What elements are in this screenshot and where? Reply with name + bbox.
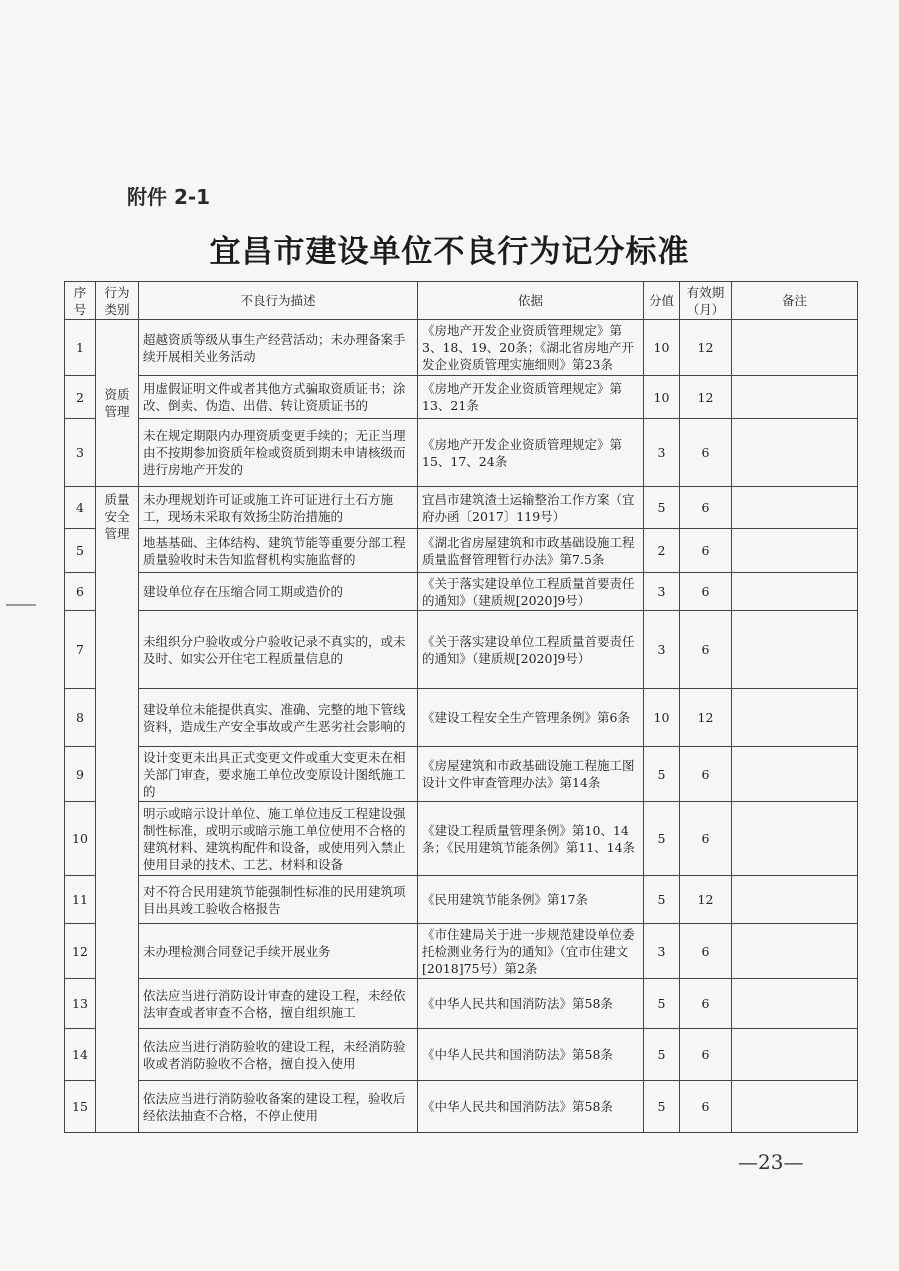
row-validity: 12 (680, 376, 732, 419)
row-basis: 《关于落实建设单位工程质量首要责任的通知》（建质规[2020]9号） (418, 611, 644, 689)
row-basis: 《湖北省房屋建筑和市政基础设施工程质量监督管理暂行办法》第7.5条 (418, 529, 644, 573)
row-remarks (732, 1081, 858, 1133)
row-description: 未办理规划许可证或施工许可证进行土石方施工，现场未采取有效扬尘防治措施的 (139, 487, 418, 529)
row-seq: 14 (65, 1029, 96, 1081)
row-seq: 7 (65, 611, 96, 689)
row-basis: 《中华人民共和国消防法》第58条 (418, 1029, 644, 1081)
row-description: 依法应当进行消防设计审查的建设工程，未经依法审查或者审查不合格，擅自组织施工 (139, 979, 418, 1029)
table-header-row (65, 282, 858, 320)
row-validity: 6 (680, 487, 732, 529)
table-row (65, 320, 858, 376)
table-row (65, 979, 858, 1029)
row-score: 5 (644, 487, 680, 529)
row-seq: 3 (65, 419, 96, 487)
row-score: 3 (644, 611, 680, 689)
row-score: 3 (644, 573, 680, 611)
row-validity: 6 (680, 529, 732, 573)
row-basis: 《建设工程质量管理条例》第10、14条；《民用建筑节能条例》第11、14条 (418, 802, 644, 876)
table-row (65, 573, 858, 611)
row-remarks (732, 689, 858, 747)
header-score: 分值 (644, 282, 680, 320)
row-seq: 13 (65, 979, 96, 1029)
row-description: 依法应当进行消防验收的建设工程，未经消防验收或者消防验收不合格，擅自投入使用 (139, 1029, 418, 1081)
row-validity: 12 (680, 876, 732, 924)
table-row (65, 487, 858, 529)
row-seq: 1 (65, 320, 96, 376)
row-remarks (732, 876, 858, 924)
table-row (65, 924, 858, 979)
row-validity: 6 (680, 1081, 732, 1133)
row-score: 5 (644, 1081, 680, 1133)
row-seq: 4 (65, 487, 96, 529)
row-seq: 2 (65, 376, 96, 419)
row-description: 建设单位存在压缩合同工期或造价的 (139, 573, 418, 611)
table-row (65, 419, 858, 487)
row-basis: 《房屋建筑和市政基础设施工程施工图设计文件审查管理办法》第14条 (418, 747, 644, 802)
row-validity: 12 (680, 689, 732, 747)
row-score: 3 (644, 924, 680, 979)
row-description: 用虚假证明文件或者其他方式骗取资质证书；涂改、倒卖、伪造、出借、转让资质证书的 (139, 376, 418, 419)
scan-mark (6, 604, 36, 606)
row-score: 5 (644, 1029, 680, 1081)
row-basis: 《关于落实建设单位工程质量首要责任的通知》（建质规[2020]9号） (418, 573, 644, 611)
row-score: 5 (644, 979, 680, 1029)
row-basis: 《房地产开发企业资质管理规定》第3、18、19、20条；《湖北省房地产开发企业资质管理实施细则》第23条 (418, 320, 644, 376)
row-validity: 6 (680, 924, 732, 979)
page-number: —23— (738, 1150, 804, 1174)
row-remarks (732, 573, 858, 611)
page-title: 宜昌市建设单位不良行为记分标准 (209, 234, 690, 270)
table-row (65, 747, 858, 802)
table-row (65, 1029, 858, 1081)
row-description: 明示或暗示设计单位、施工单位违反工程建设强制性标准，或明示或暗示施工单位使用不合格的建筑材料、建筑构配件和设备，或使用列入禁止使用目录的技术、工艺、材料和设备 (139, 802, 418, 876)
table-row (65, 689, 858, 747)
scoring-table (64, 281, 858, 1133)
header-validity: 有效期（月） (680, 282, 732, 320)
table-row (65, 376, 858, 419)
row-remarks (732, 802, 858, 876)
row-description: 未在规定期限内办理资质变更手续的；无正当理由不按期参加资质年检或资质到期未申请核级而进行房地产开发的 (139, 419, 418, 487)
row-basis: 《中华人民共和国消防法》第58条 (418, 1081, 644, 1133)
row-remarks (732, 529, 858, 573)
row-seq: 9 (65, 747, 96, 802)
row-description: 设计变更未出具正式变更文件或重大变更未在相关部门审查，要求施工单位改变原设计图纸施工的 (139, 747, 418, 802)
table-row (65, 529, 858, 573)
row-score: 5 (644, 802, 680, 876)
row-remarks (732, 924, 858, 979)
row-score: 10 (644, 320, 680, 376)
row-validity: 6 (680, 573, 732, 611)
row-validity: 6 (680, 419, 732, 487)
row-validity: 6 (680, 747, 732, 802)
row-score: 5 (644, 747, 680, 802)
row-description: 未办理检测合同登记手续开展业务 (139, 924, 418, 979)
row-basis: 《房地产开发企业资质管理规定》第13、21条 (418, 376, 644, 419)
row-seq: 6 (65, 573, 96, 611)
attachment-label: 附件 2-1 (127, 185, 211, 209)
row-remarks (732, 747, 858, 802)
row-seq: 15 (65, 1081, 96, 1133)
row-basis: 《民用建筑节能条例》第17条 (418, 876, 644, 924)
row-remarks (732, 611, 858, 689)
row-remarks (732, 419, 858, 487)
row-remarks (732, 487, 858, 529)
row-basis: 《房地产开发企业资质管理规定》第15、17、24条 (418, 419, 644, 487)
row-basis: 《中华人民共和国消防法》第58条 (418, 979, 644, 1029)
table-row (65, 802, 858, 876)
row-validity: 6 (680, 1029, 732, 1081)
row-description: 对不符合民用建筑节能强制性标准的民用建筑项目出具竣工验收合格报告 (139, 876, 418, 924)
row-remarks (732, 320, 858, 376)
row-basis: 《建设工程安全生产管理条例》第6条 (418, 689, 644, 747)
row-seq: 11 (65, 876, 96, 924)
table-row (65, 876, 858, 924)
row-seq: 12 (65, 924, 96, 979)
row-description: 依法应当进行消防验收备案的建设工程，验收后经依法抽查不合格，不停止使用 (139, 1081, 418, 1133)
category-quality-safety: 质量安全管理 (96, 487, 139, 1133)
header-category: 行为类别 (96, 282, 139, 320)
row-remarks (732, 1029, 858, 1081)
row-basis: 宜昌市建筑渣土运输整治工作方案（宜府办函〔2017〕119号） (418, 487, 644, 529)
header-description: 不良行为描述 (139, 282, 418, 320)
row-description: 地基基础、主体结构、建筑节能等重要分部工程质量验收时未告知监督机构实施监督的 (139, 529, 418, 573)
row-validity: 6 (680, 979, 732, 1029)
header-basis: 依据 (418, 282, 644, 320)
row-remarks (732, 376, 858, 419)
row-basis: 《市住建局关于进一步规范建设单位委托检测业务行为的通知》（宜市住建文[2018]75号）第2条 (418, 924, 644, 979)
row-score: 2 (644, 529, 680, 573)
row-validity: 6 (680, 611, 732, 689)
row-remarks (732, 979, 858, 1029)
table-row (65, 1081, 858, 1133)
row-seq: 10 (65, 802, 96, 876)
row-score: 3 (644, 419, 680, 487)
row-validity: 12 (680, 320, 732, 376)
row-score: 5 (644, 876, 680, 924)
row-description: 未组织分户验收或分户验收记录不真实的，或未及时、如实公开住宅工程质量信息的 (139, 611, 418, 689)
table-row (65, 611, 858, 689)
header-seq: 序号 (65, 282, 96, 320)
row-seq: 8 (65, 689, 96, 747)
header-remarks: 备注 (732, 282, 858, 320)
row-seq: 5 (65, 529, 96, 573)
row-validity: 6 (680, 802, 732, 876)
row-description: 超越资质等级从事生产经营活动；未办理备案手续开展相关业务活动 (139, 320, 418, 376)
row-score: 10 (644, 376, 680, 419)
row-score: 10 (644, 689, 680, 747)
row-description: 建设单位未能提供真实、准确、完整的地下管线资料，造成生产安全事故或产生恶劣社会影响的 (139, 689, 418, 747)
category-qualification: 资质管理 (96, 320, 139, 487)
